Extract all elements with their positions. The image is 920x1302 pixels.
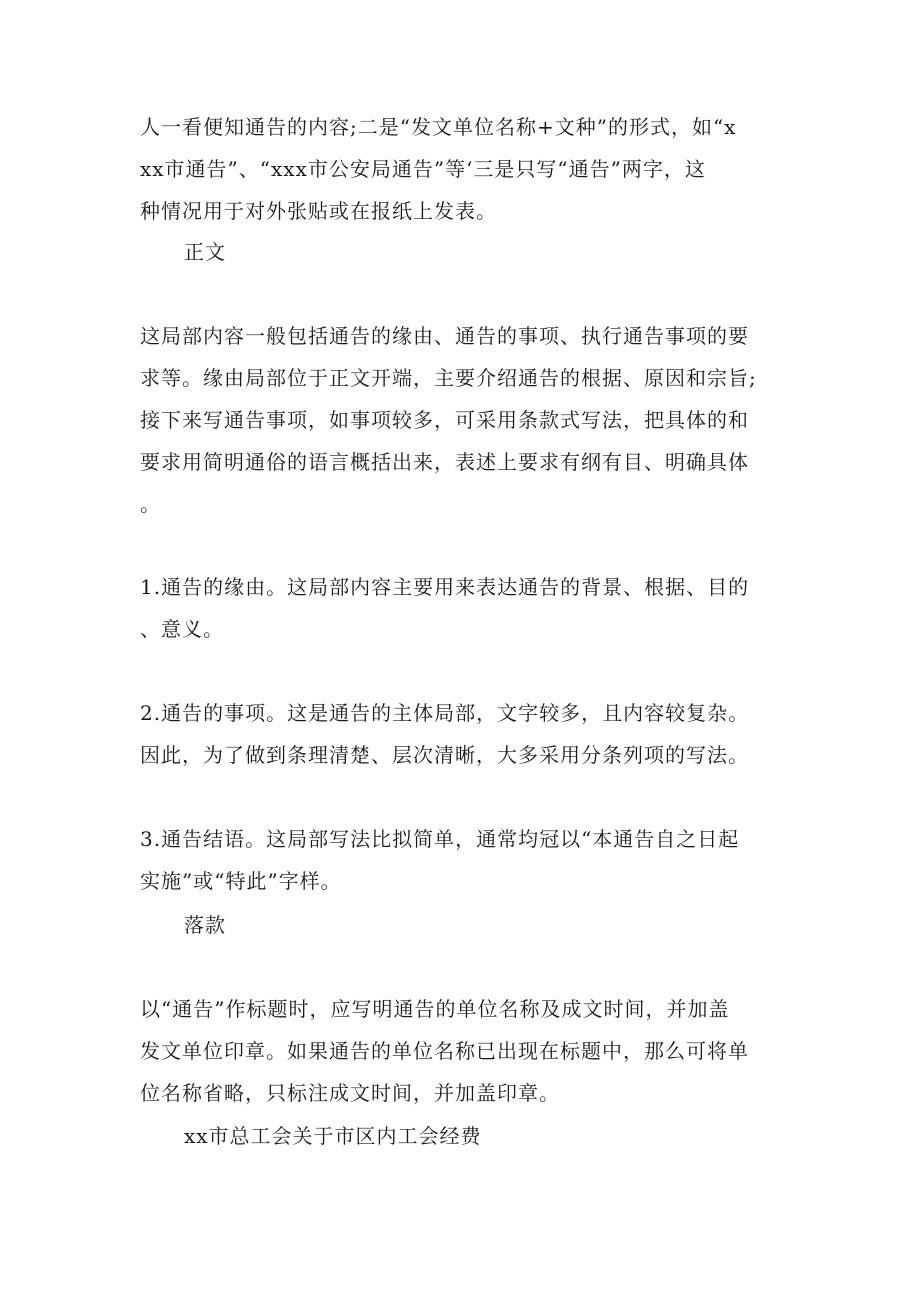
list-item-2 bbox=[140, 692, 780, 776]
text-line: 种情况用于对外张贴或在报纸上发表。 bbox=[140, 199, 497, 223]
text-line: 实施”或“特此”字样。 bbox=[140, 869, 342, 893]
text-line: xx市通告”、“xxx市公安局通告”等‘三是只写“通告”两字，这 bbox=[140, 157, 706, 181]
text-line: 人一看便知通告的内容;二是“发文单位名称+文种”的形式，如“x bbox=[140, 115, 737, 139]
text-line: 这局部内容一般包括通告的缘由、通告的事项、执行通告事项的要 bbox=[140, 324, 749, 348]
text-line: 2.通告的事项。这是通告的主体局部，文字较多，且内容较复杂。 bbox=[140, 701, 750, 725]
body-paragraph bbox=[140, 315, 780, 525]
text-line: 3.通告结语。这局部写法比拟简单，通常均冠以“本通告自之日起 bbox=[140, 827, 740, 851]
text-line: 以“通告”作标题时，应写明通告的单位名称及成文时间，并加盖 bbox=[140, 997, 730, 1021]
text-line: 因此，为了做到条理清楚、层次清晰，大多采用分条列项的写法。 bbox=[140, 743, 749, 767]
text-line: 求等。缘由局部位于正文开端，主要介绍通告的根据、原因和宗旨; bbox=[140, 366, 757, 390]
signature-paragraph bbox=[140, 988, 780, 1114]
intro-paragraph bbox=[140, 106, 780, 232]
text-line: 。 bbox=[140, 492, 161, 516]
text-line: 1.通告的缘由。这局部内容主要用来表达通告的背景、根据、目的 bbox=[140, 575, 750, 599]
list-item-1 bbox=[140, 566, 780, 650]
text-line: 位名称省略，只标注成文时间，并加盖印章。 bbox=[140, 1081, 560, 1105]
list-item-3 bbox=[140, 818, 780, 902]
text-line: 接下来写通告事项，如事项较多，可采用条款式写法，把具体的和 bbox=[140, 408, 749, 432]
section-heading-signature: 落款 bbox=[184, 913, 226, 937]
text-line: 发文单位印章。如果通告的单位名称已出现在标题中，那么可将单 bbox=[140, 1039, 749, 1063]
text-line: 、意义。 bbox=[140, 617, 224, 641]
example-title: xx市总工会关于市区内工会经费 bbox=[184, 1124, 482, 1148]
text-line: 要求用简明通俗的语言概括出来，表述上要求有纲有目、明确具体 bbox=[140, 450, 749, 474]
section-heading-body: 正文 bbox=[184, 240, 226, 264]
